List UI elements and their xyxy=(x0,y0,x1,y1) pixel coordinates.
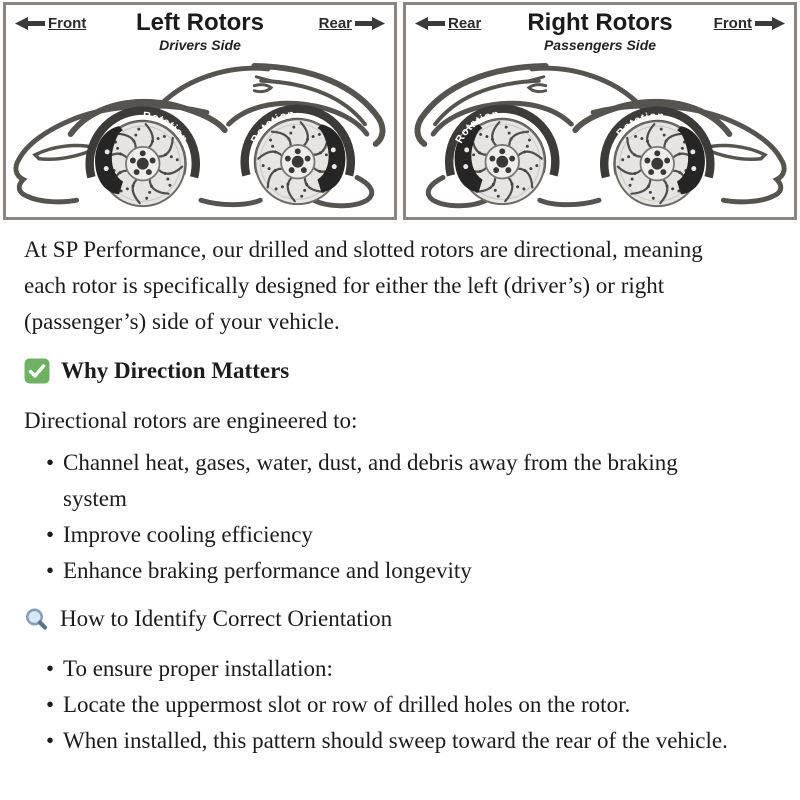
arrow-right-icon xyxy=(755,17,785,30)
list-item: • Locate the uppermost slot or row of drilled holes on the rotor. xyxy=(46,687,768,723)
article xyxy=(0,220,800,759)
rotation-label: Rotation xyxy=(614,110,665,140)
direction-label-front xyxy=(714,15,785,32)
direction-label-text: Rear xyxy=(318,15,352,32)
panel-subtitle: Drivers Side xyxy=(159,37,241,54)
rotation-label: Rotation xyxy=(453,108,500,146)
direction-label-front xyxy=(15,15,86,32)
list-item: • Enhance braking performance and longevity xyxy=(46,553,708,589)
magnifying-glass-icon xyxy=(24,607,49,632)
arrow-left-icon xyxy=(415,17,445,30)
direction-label-text: Rear xyxy=(448,15,482,32)
rotation-label: Rotation xyxy=(142,110,191,146)
lead-paragraph: Directional rotors are engineered to: xyxy=(24,408,358,433)
panel-right-rotors xyxy=(403,2,797,220)
arrow-right-icon xyxy=(355,17,385,30)
list-item: • When installed, this pattern should sweep toward the rear of the vehicle. xyxy=(46,723,768,759)
rotor-direction-diagram xyxy=(0,0,800,220)
direction-label-text: Front xyxy=(48,15,87,32)
benefits-list xyxy=(24,445,772,589)
panel-left-rotors xyxy=(3,2,397,220)
direction-label-rear xyxy=(319,15,385,32)
orientation-steps-list xyxy=(24,651,772,759)
panel-subtitle: Passengers Side xyxy=(543,37,657,54)
heading-identify-orientation xyxy=(24,601,772,637)
list-item: • Channel heat, gases, water, dust, and debris away from the braking system xyxy=(46,445,708,517)
heading-text: How to Identify Correct Orientation xyxy=(60,606,393,631)
intro-paragraph: At SP Performance, our drilled and slotted rotors are directional, meaning each rotor is specifically designed for either the left (driver’s) or right (passenger’s) side of your vehicle. xyxy=(24,237,703,334)
car-illustration-right xyxy=(406,61,794,217)
check-mark-icon xyxy=(24,358,50,384)
rotation-label: Rotation xyxy=(248,108,296,146)
heading-text: Why Direction Matters xyxy=(61,358,290,383)
direction-label-text: Front xyxy=(713,15,752,32)
list-item: • To ensure proper installation: xyxy=(46,651,768,687)
direction-label-rear xyxy=(415,15,481,32)
car-illustration-left xyxy=(6,61,394,217)
list-item: • Improve cooling efficiency xyxy=(46,517,708,553)
heading-why-direction-matters xyxy=(24,353,772,389)
panel-title: Left Rotors xyxy=(136,9,264,36)
panel-title: Right Rotors xyxy=(527,9,673,36)
arrow-left-icon xyxy=(15,17,45,30)
